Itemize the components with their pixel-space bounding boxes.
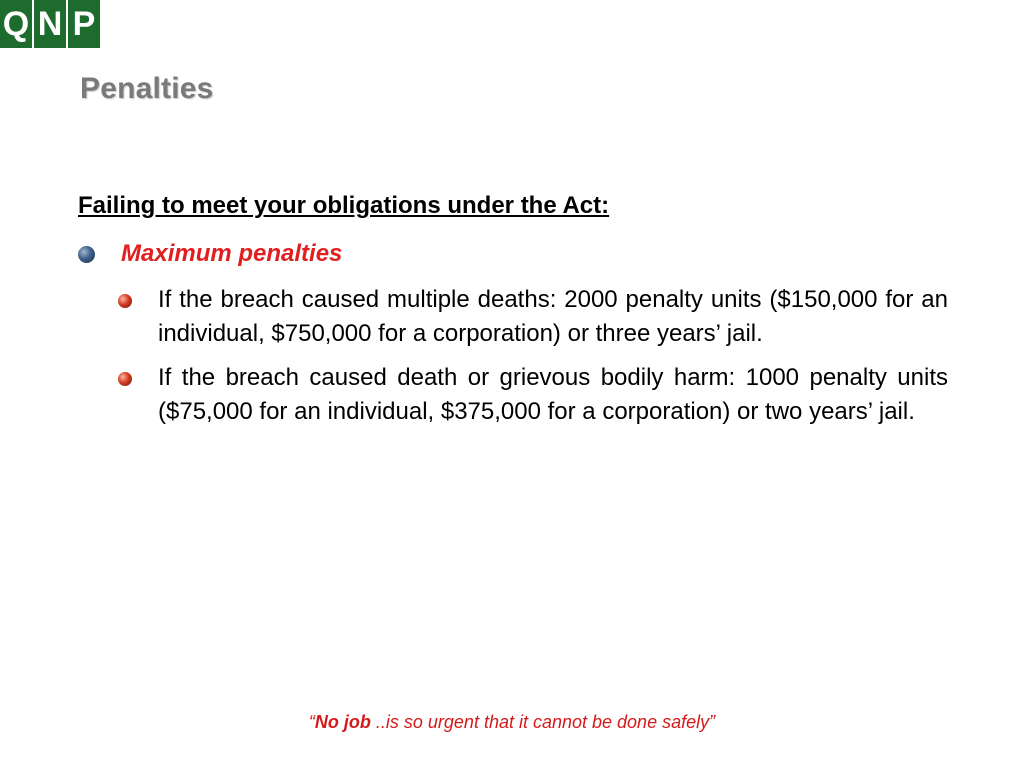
- penalty-text: If the breach caused multiple deaths: 2000 penalty units ($150,000 for an individual, $750,000 for a corporation) or three years’ jail.: [158, 286, 948, 347]
- penalty-text: If the breach caused death or grievous bodily harm: 1000 penalty units ($75,000 for an individual, $375,000 for a corporation) or two years’ jail.: [158, 364, 948, 425]
- section-heading: Failing to meet your obligations under the Act:: [78, 192, 610, 219]
- logo-letter-p: P: [68, 0, 100, 48]
- red-sphere-bullet-icon: [118, 372, 132, 386]
- level1-bullet-item: [78, 240, 342, 268]
- footer-quote: [0, 712, 1024, 733]
- footer-open-quote: “: [308, 712, 315, 732]
- red-sphere-bullet-icon: [118, 294, 132, 308]
- penalty-item: [118, 361, 948, 429]
- footer-strong-text: No job: [314, 712, 371, 732]
- logo-letter-n: N: [34, 0, 66, 48]
- penalty-item: [118, 283, 948, 351]
- footer-rest-text: ..is so urgent that it cannot be done safely”: [370, 712, 716, 732]
- logo-letter-q: Q: [0, 0, 32, 48]
- maximum-penalties-label: Maximum penalties: [121, 240, 343, 267]
- penalty-list: [118, 283, 948, 439]
- qnp-logo: [0, 0, 100, 48]
- slide-title: Penalties: [80, 72, 214, 105]
- blue-sphere-bullet-icon: [78, 246, 95, 263]
